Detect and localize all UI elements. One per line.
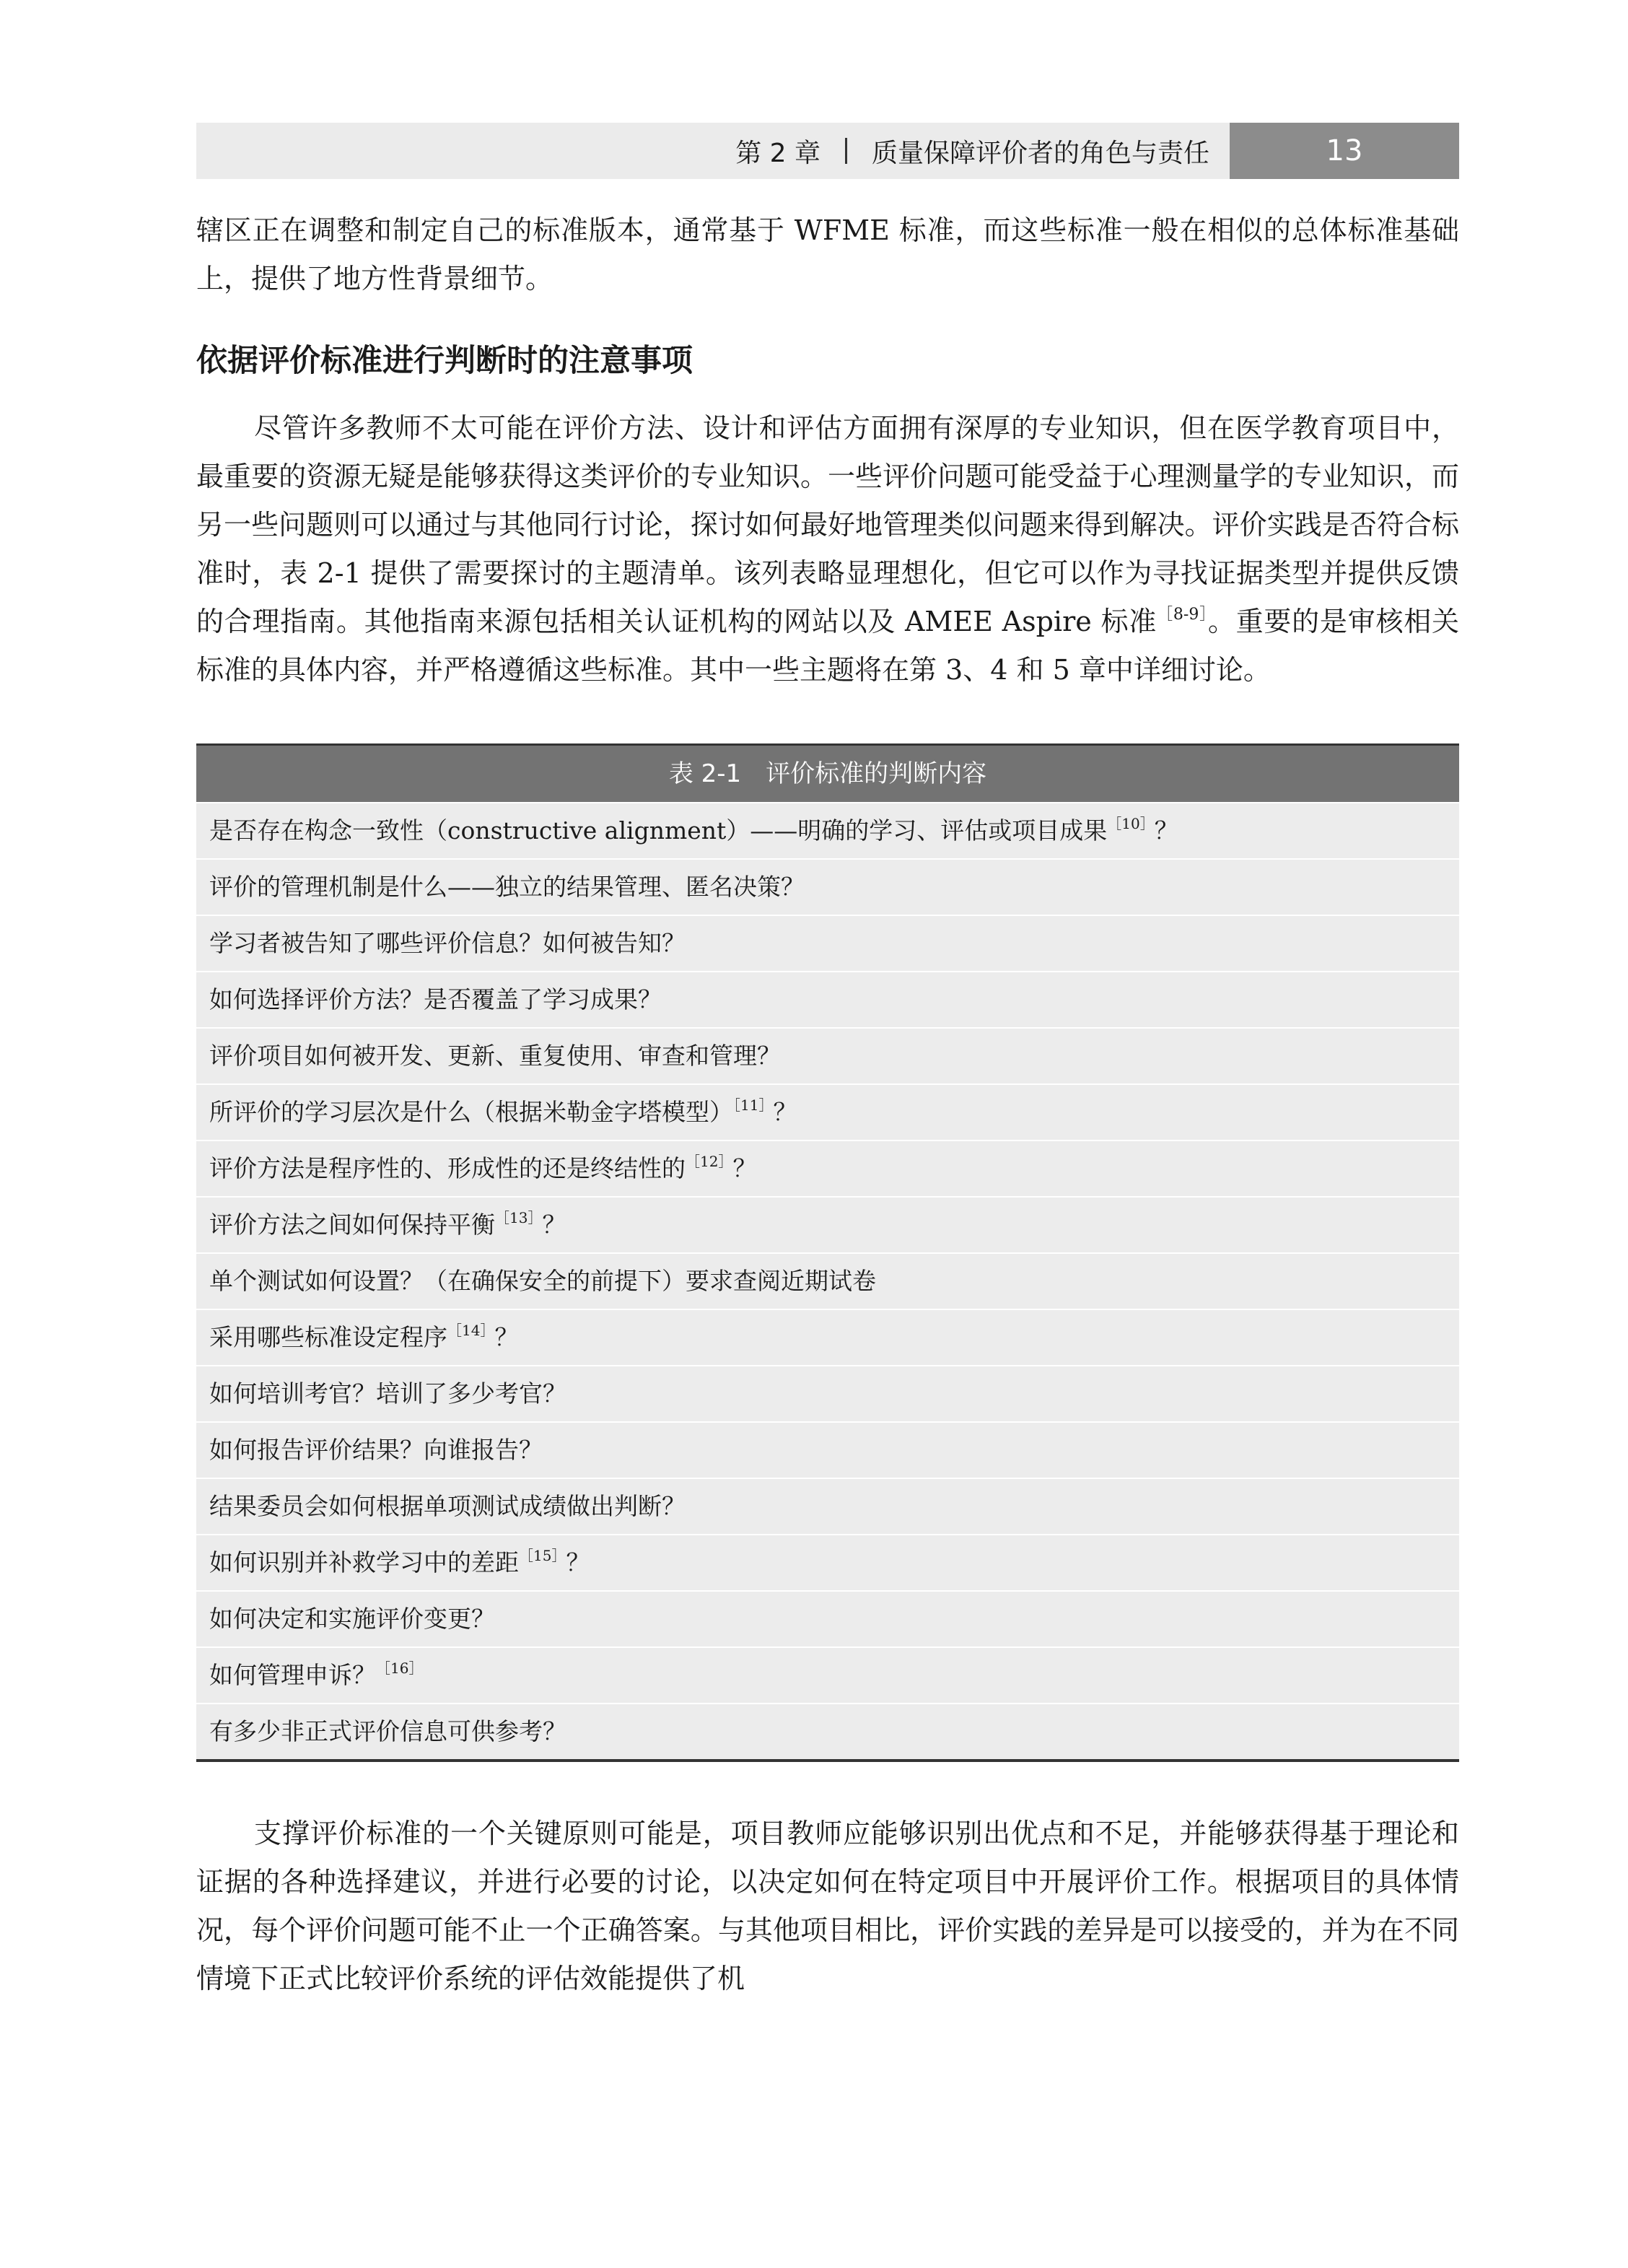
table-row xyxy=(196,1196,1459,1252)
table-row xyxy=(196,1140,1459,1196)
section-heading: 依据评价标准进行判断时的注意事项 xyxy=(196,343,693,379)
table-row-text: 评价方法之间如何保持平衡 xyxy=(209,1211,495,1239)
table-row-text: 是否存在构念一致性（constructive alignment）——明确的学习、评估或项目成果 xyxy=(209,816,1108,845)
table-row xyxy=(196,1252,1459,1309)
table-row-citation: ［16］ xyxy=(376,1659,424,1677)
table-row xyxy=(196,1478,1459,1534)
table-row-text: 如何报告评价结果？向谁报告？ xyxy=(209,1436,543,1464)
page-body xyxy=(196,206,1459,2003)
table-row xyxy=(196,1083,1459,1140)
table-row xyxy=(196,915,1459,971)
table-row-citation: ［12］ xyxy=(686,1153,733,1170)
table-row-citation: ［14］ xyxy=(447,1322,495,1339)
table-row xyxy=(196,1534,1459,1590)
table-body xyxy=(196,802,1459,1759)
table-row-text: 如何培训考官？培训了多少考官？ xyxy=(209,1379,566,1408)
table-row-suffix: ？ xyxy=(494,1323,519,1351)
table-row-suffix: ？ xyxy=(1154,816,1178,845)
chapter-title: 质量保障评价者的角色与责任 xyxy=(871,138,1209,168)
table-row-text: 所评价的学习层次是什么（根据米勒金字塔模型） xyxy=(209,1098,733,1126)
page-number: 13 xyxy=(1230,123,1459,179)
table-row xyxy=(196,858,1459,915)
table-row-text: 评价的管理机制是什么——独立的结果管理、匿名决策？ xyxy=(209,873,805,901)
table-row xyxy=(196,1027,1459,1083)
table-row-suffix: ？ xyxy=(566,1548,590,1576)
table-row-text: 结果委员会如何根据单项测试成绩做出判断？ xyxy=(209,1492,686,1520)
chapter-info xyxy=(735,133,1230,170)
section-paragraph xyxy=(196,404,1459,694)
table-row xyxy=(196,802,1459,858)
table-row-text: 如何选择评价方法？是否覆盖了学习成果？ xyxy=(209,985,662,1013)
table-row-text: 如何决定和实施评价变更？ xyxy=(209,1605,495,1633)
table-row xyxy=(196,1647,1459,1703)
table-row xyxy=(196,1590,1459,1647)
criteria-table xyxy=(196,743,1459,1762)
running-header xyxy=(196,123,1459,179)
table-row-suffix: ？ xyxy=(732,1154,757,1182)
header-divider xyxy=(845,138,847,164)
closing-paragraph: 支撑评价标准的一个关键原则可能是，项目教师应能够识别出优点和不足，并能够获得基于理论和证据的各种选择建议，并进行必要的讨论，以决定如何在特定项目中开展评价工作。根据项目的具体情况，每个评价问题可能不止一个正确答案。与其他项目相比，评价实践的差异是可以接受的，并为在不同情境下正式比较评价系统的评估效能提供了机 xyxy=(196,1818,1459,1994)
table-row-citation: ［15］ xyxy=(519,1547,566,1564)
table-row-text: 有多少非正式评价信息可供参考？ xyxy=(209,1717,566,1745)
section-paragraph-part2: 。重要的是审核相关标准的具体内容，并严格遵循这些标准。其中一些主题将在第 3、4 和 5 章中详细讨论。 xyxy=(196,606,1459,686)
table-row-text: 评价方法是程序性的、形成性的还是终结性的 xyxy=(209,1154,686,1182)
table-row-text: 如何识别并补救学习中的差距 xyxy=(209,1548,519,1576)
table-row xyxy=(196,1365,1459,1421)
table-row-citation: ［13］ xyxy=(495,1209,543,1226)
table-row-suffix: ？ xyxy=(773,1098,797,1126)
table-row-text: 单个测试如何设置？（在确保安全的前提下）要求查阅近期试卷 xyxy=(209,1267,876,1295)
table-row-citation: ［11］ xyxy=(733,1096,774,1114)
table-row-text: 学习者被告知了哪些评价信息？如何被告知？ xyxy=(209,929,686,957)
table-row-text: 如何管理申诉？ xyxy=(209,1661,376,1689)
table-row xyxy=(196,1421,1459,1478)
table-row xyxy=(196,1703,1459,1759)
intro-paragraph: 辖区正在调整和制定自己的标准版本，通常基于 WFME 标准，而这些标准一般在相似的总体标准基础上，提供了地方性背景细节。 xyxy=(196,214,1459,295)
chapter-number: 第 2 章 xyxy=(735,138,820,168)
table-row-suffix: ？ xyxy=(542,1211,566,1239)
section-paragraph-part1: 尽管许多教师不太可能在评价方法、设计和评估方面拥有深厚的专业知识，但在医学教育项目中，最重要的资源无疑是能够获得这类评价的专业知识。一些评价问题可能受益于心理测量学的专业知识，而另一些问题则可以通过与其他同行讨论，探讨如何最好地管理类似问题来得到解决。评价实践是否符合标准时，表 2-1 提供了需要探讨的主题清单。该列表略显理想化，但它可以作为寻找证据类型并提供反馈的合理指南。其他指南来源包括相关认证机构的网站以及 AMEE Aspire 标准 xyxy=(196,412,1459,637)
citation-ref: ［8-9］ xyxy=(1157,606,1208,624)
table-row xyxy=(196,971,1459,1027)
table-row-text: 评价项目如何被开发、更新、重复使用、审查和管理？ xyxy=(209,1042,781,1070)
table-caption: 表 2-1 评价标准的判断内容 xyxy=(196,746,1459,802)
table-row-citation: ［10］ xyxy=(1107,815,1155,832)
table-row-text: 采用哪些标准设定程序 xyxy=(209,1323,447,1351)
table-row xyxy=(196,1309,1459,1365)
